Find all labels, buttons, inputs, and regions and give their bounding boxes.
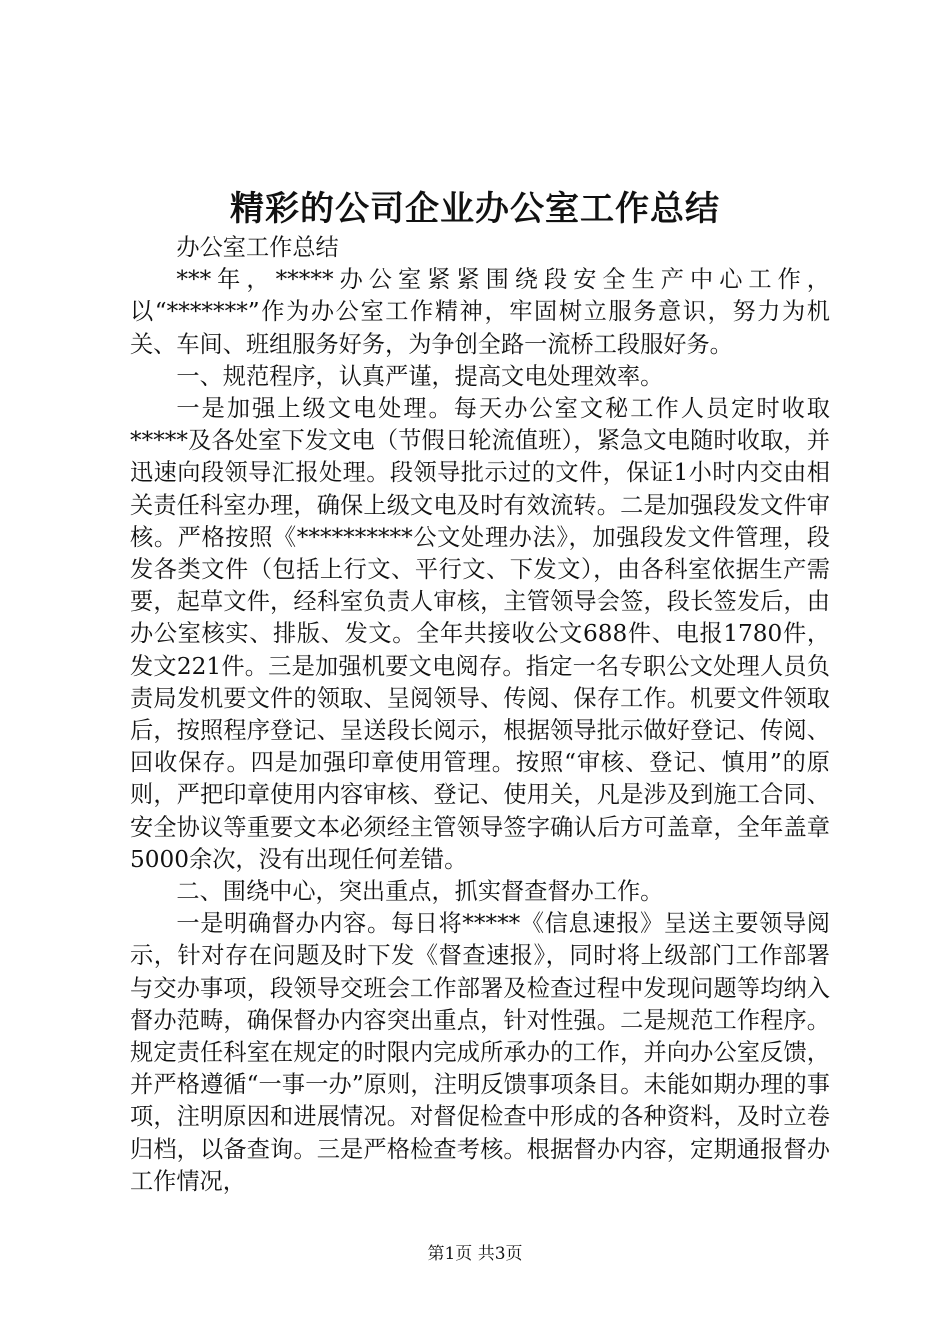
page-footer: 第1页 共3页 — [427, 1244, 523, 1264]
document-body — [130, 232, 830, 1198]
paragraph-section-2: 一是明确督办内容。每日将*****《信息速报》呈送主要领导阅示，针对存在问题及时下发《督查速报》，同时将上级部门工作部署与交办事项，段领导交班会工作部署及检查过程中发现问题等均纳入督办范畴，确保督办内容突出重点，针对性强。二是规范工作程序。规定责任科室在规定的时限内完成所承办的工作，并向办公室反馈，并严格遵循“一事一办”原则，注明反馈事项条目。未能如期办理的事项，注明原因和进展情况。对督促检查中形成的各种资料，及时立卷归档，以备查询。三是严格检查考核。根据督办内容，定期通报督办工作情况， — [130, 910, 830, 1195]
paragraph-subtitle: 办公室工作总结 — [176, 234, 339, 261]
section-heading-1: 一、规范程序，认真严谨，提高文电处理效率。 — [176, 362, 664, 390]
section-heading-2: 二、围绕中心，突出重点，抓实督查督办工作。 — [176, 878, 664, 906]
paragraph-intro: ***年，*****办公室紧紧围绕段安全生产中心工作，以“*******”作为办公室工作精神，牢固树立服务意识，努力为机关、车间、班组服务好务，为争创全路一流桥工段服好务。 — [130, 266, 830, 358]
paragraph-section-1: 一是加强上级文电处理。每天办公室文秘工作人员定时收取*****及各处室下发文电（节假日轮流值班），紧急文电随时收取，并迅速向段领导汇报处理。段领导批示过的文件，保证1小时内交由相关责任科室办理，确保上级文电及时有效流转。二是加强段发文件审核。严格按照《**********公文处理办法》，加强段发文件管理，段发各类文件（包括上行文、平行文、下发文），由各科室依据生产需要，起草文件，经科室负责人审核，主管领导会签，段长签发后，由办公室核实、排版、发文。全年共接收公文688件、电报1780件，发文221件。三是加强机要文电阅存。指定一名专职公文处理人员负责局发机要文件的领取、呈阅领导、传阅、保存工作。机要文件领取后，按照程序登记、呈送段长阅示，根据领导批示做好登记、传阅、回收保存。四是加强印章使用管理。按照“审核、登记、慎用”的原则，严把印章使用内容审核、登记、使用关，凡是涉及到施工合同、安全协议等重要文本必须经主管领导签字确认后方可盖章，全年盖章5000余次，没有出现任何差错。 — [130, 395, 830, 873]
document-title: 精彩的公司企业办公室工作总结 — [230, 189, 720, 229]
